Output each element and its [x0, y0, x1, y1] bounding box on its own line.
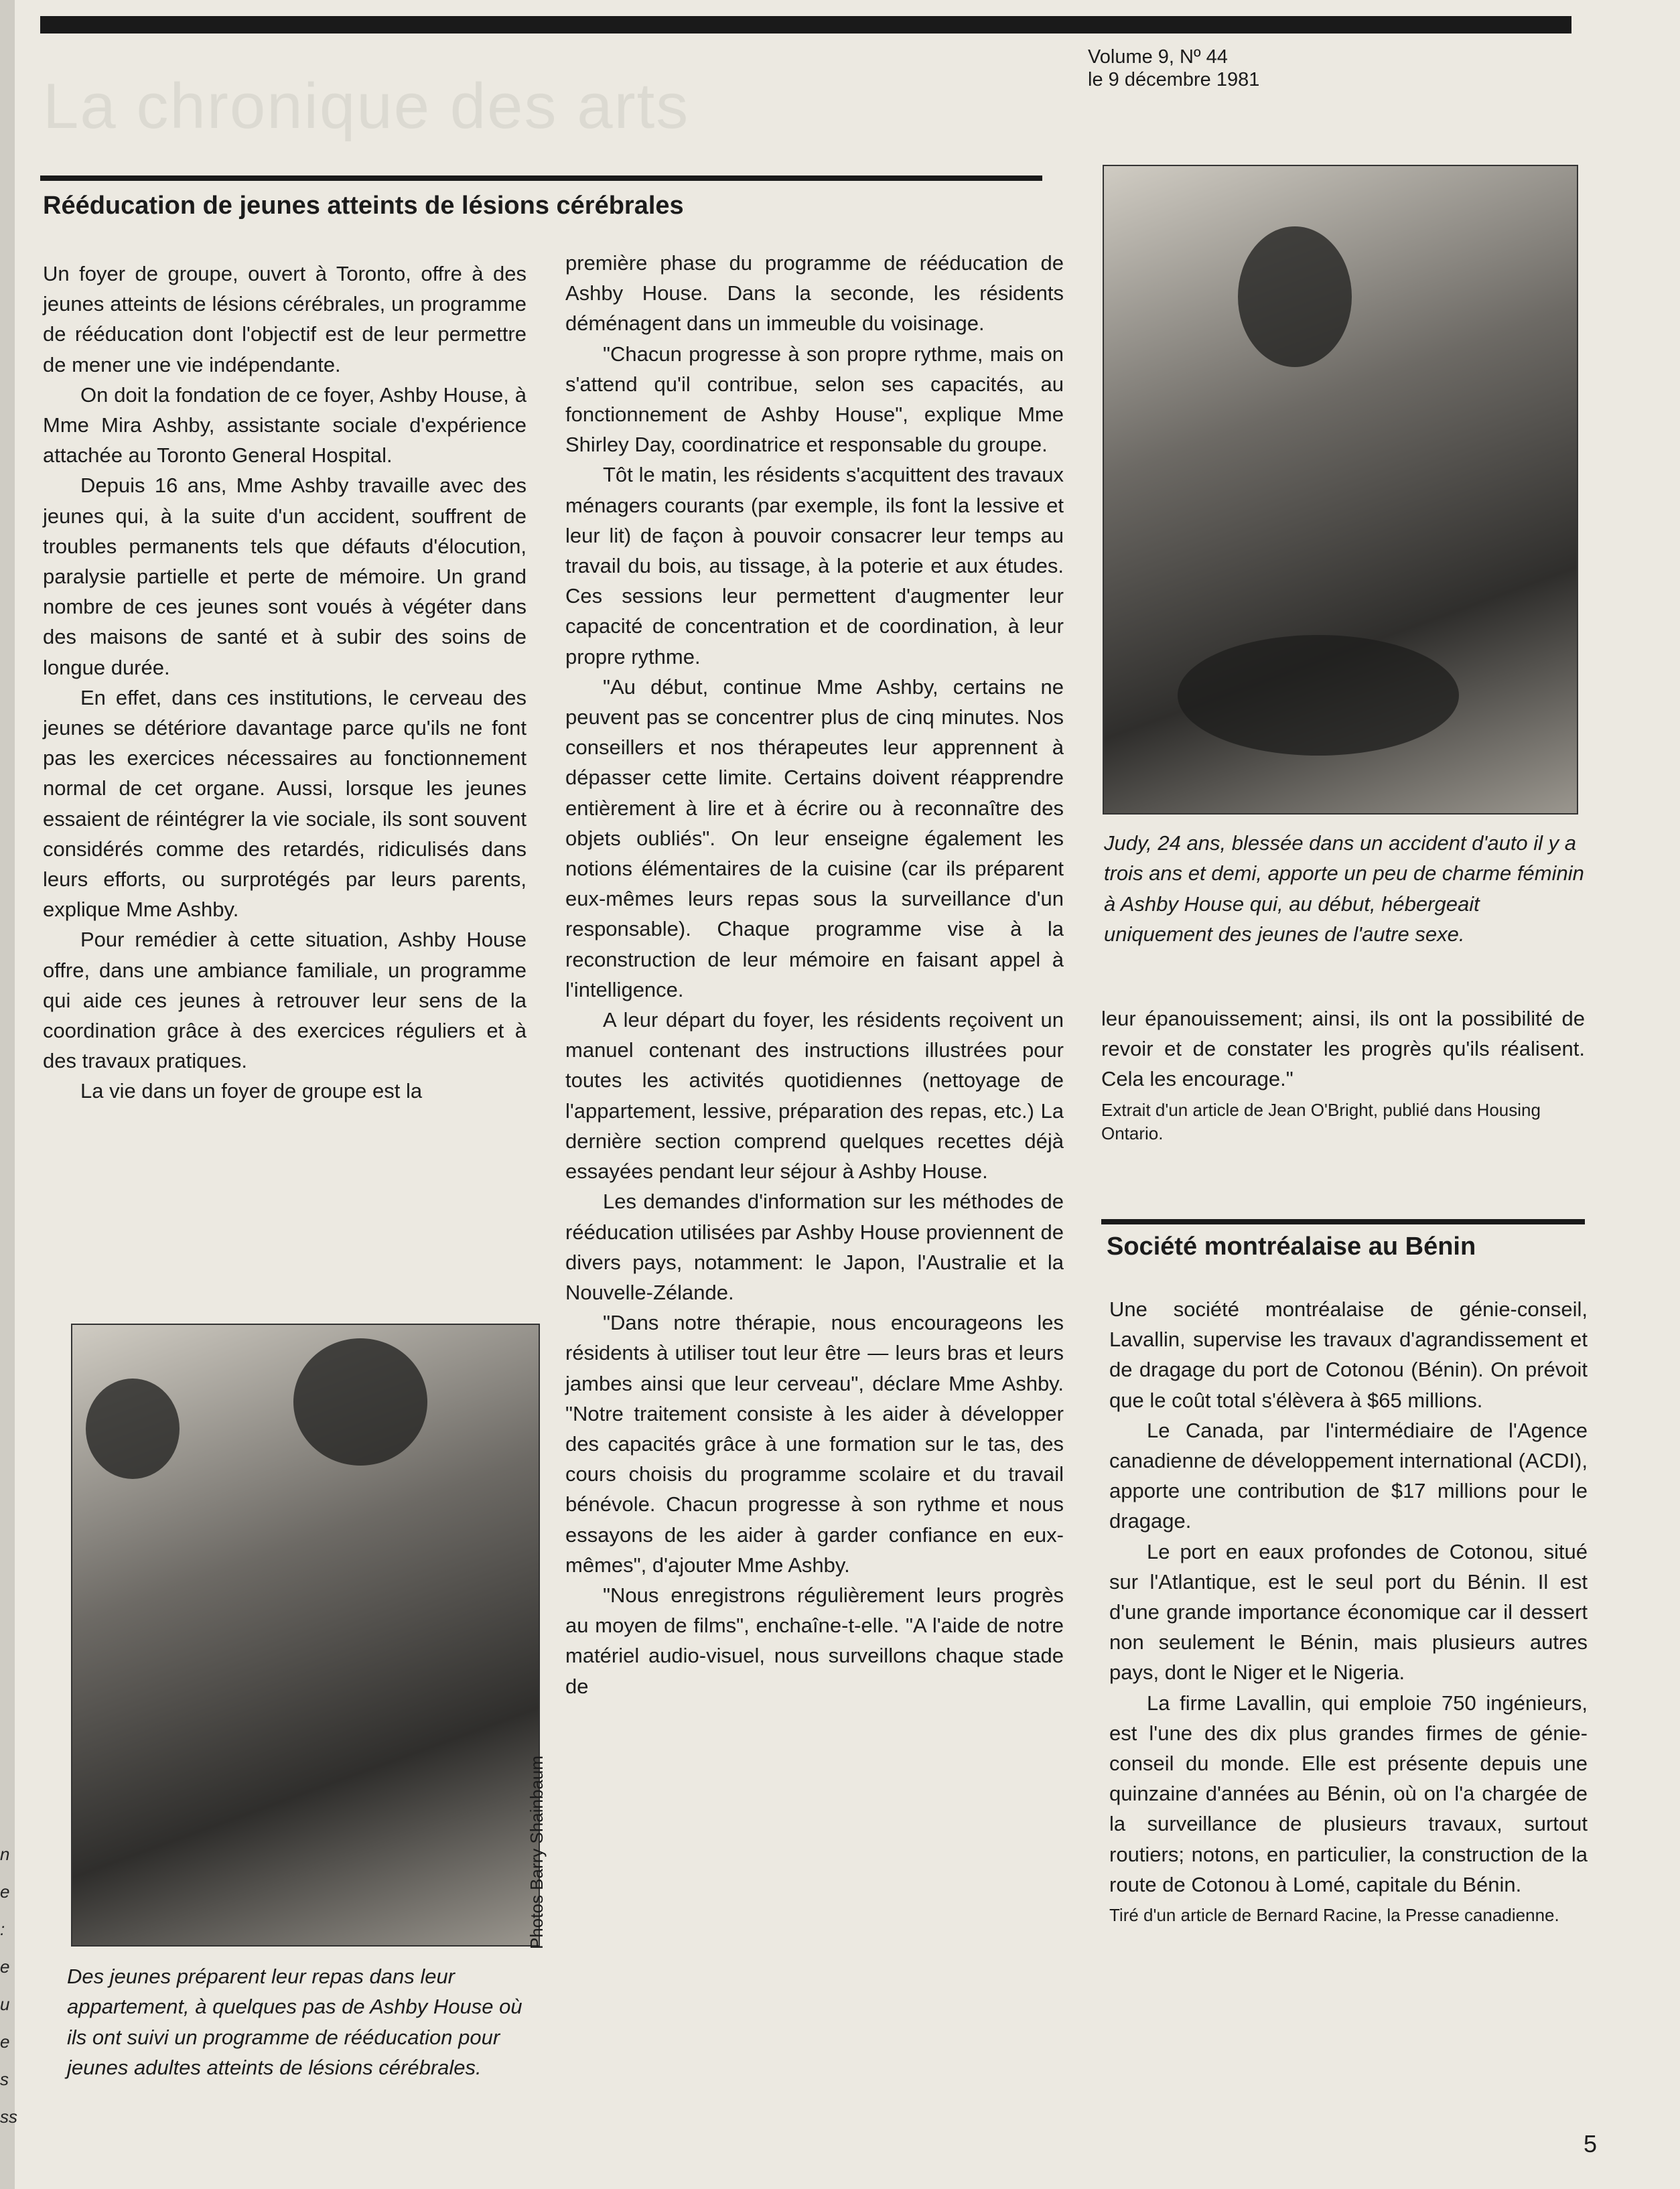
paragraph: Tôt le matin, les résidents s'acquittent des travaux ménagers courants (par exemple, ils font la lessive et leur lit) de façon à pouvoir consacrer leur temps au travail du bois, au tissage, à la poterie et aux études. Ces sessions leur permettent d'augmenter leur capacité de concentration et de coordination, à leur propre rythme. — [565, 463, 1064, 668]
paragraph: La vie dans un foyer de groupe est la — [80, 1079, 423, 1103]
article-headline: Rééducation de jeunes atteints de lésions cérébrales — [43, 192, 684, 220]
paragraph: Le port en eaux profondes de Cotonou, situé sur l'Atlantique, est le seul port du Bénin. Il est d'une grande importance économique car il dessert non seulement le Bénin, mais plusieurs autres pays, dont le Niger et le Nigeria. — [1109, 1539, 1588, 1685]
paragraph: Une société montréalaise de génie-conseil, Lavallin, supervise les travaux d'agrandissement et de dragage du port de Cotonou (Bénin). On prévoit que le coût total s'élèvera à $65 millions. — [1109, 1297, 1588, 1412]
article-column-2 — [565, 248, 1064, 1701]
top-rule — [40, 16, 1571, 33]
paragraph: La firme Lavallin, qui emploie 750 ingénieurs, est l'une des dix plus grandes firmes de génie-conseil du monde. Elle est présente depuis une quinzaine d'années au Bénin, où on l'a chargée de la surveillance de plusieurs travaux, surtout routiers; notons, en particulier, la construction de la route de Cotonou à Lomé, capitale du Bénin. — [1109, 1691, 1588, 1896]
paragraph: Le Canada, par l'intermédiaire de l'Agence canadienne de développement international (ACDI), apporte une contribution de $17 millions pour le dragage. — [1109, 1418, 1588, 1533]
article-column-1 — [43, 259, 527, 1107]
sidebar-headline: Société montréalaise au Bénin — [1107, 1232, 1476, 1261]
paragraph: A leur départ du foyer, les résidents reçoivent un manuel contenant des instructions illustrées pour toutes les activités quotidiennes (nettoyage de l'appartement, lessive, préparation des repas, etc.) La dernière section comprend quelques recettes déjà essayées pendant leur séjour à Ashby House. — [565, 1008, 1064, 1184]
article-column-3 — [1101, 1003, 1585, 1145]
paragraph: "Chacun progresse à son propre rythme, mais on s'attend qu'il contribue, selon ses capacités, au fonctionnement de Ashby House", explique Mme Shirley Day, coordinatrice et responsable du groupe. — [565, 342, 1064, 457]
paragraph: "Nous enregistrons régulièrement leurs progrès au moyen de films", enchaîne-t-elle. "A l'aide de notre matériel audio-visuel, nous surveillons chaque stade de — [565, 1583, 1064, 1698]
paragraph: "Dans notre thérapie, nous encourageons les résidents à utiliser tout leur être — leurs bras et leurs jambes ainsi que leur cerveau", déclare Mme Ashby. "Notre traitement consiste à les aider à développer des capacités grâce à une formation sur le tas, des cours choisis du programme scolaire et du travail bénévole. Chacun progresse à son rythme et nous essayons de les aider à garder confiance en eux-mêmes", d'ajouter Mme Ashby. — [565, 1311, 1064, 1577]
photo-shape — [293, 1338, 427, 1466]
photo-shape — [86, 1379, 180, 1479]
paragraph: Les demandes d'information sur les méthodes de rééducation utilisées par Ashby House proviennent de divers pays, notamment: le Japon, l'Australie et la Nouvelle-Zélande. — [565, 1190, 1064, 1304]
left-page-fragment: n e : e u e s ss — [0, 1844, 17, 2127]
sidebar-rule — [1101, 1219, 1585, 1224]
judy-photo — [1103, 165, 1578, 815]
photo-credit: Photos Barry Shainbaum — [527, 1755, 547, 1949]
page-number: 5 — [1584, 2130, 1598, 2158]
issue-info — [1088, 46, 1356, 91]
paragraph: leur épanouissement; ainsi, ils ont la possibilité de revoir et de constater les progrès qu'ils réalisent. Cela les encourage." — [1101, 1007, 1585, 1091]
paragraph: Pour remédier à cette situation, Ashby House offre, dans une ambiance familiale, un programme qui aide ces jeunes à retrouver leur sens de la coordination grâce à des exercices réguliers et à des travaux pratiques. — [43, 928, 527, 1073]
paragraph: En effet, dans ces institutions, le cerveau des jeunes se détériore davantage parce qu'ils ne font pas les exercices nécessaires au fonctionnement normal de cet organe. Aussi, lorsque les jeunes essaient de réintégrer la vie sociale, ils sont souvent considérés comme des retardés, ridiculisés dans leurs efforts, ou surprotégés par leurs parents, explique Mme Ashby. — [43, 685, 527, 922]
headline-rule — [40, 175, 1042, 181]
judy-photo-caption: Judy, 24 ans, blessée dans un accident d'auto il y a trois ans et demi, apporte un peu de charme féminin à Ashby House qui, au début, hébergeait uniquement des jeunes de l'autre sexe. — [1104, 831, 1584, 946]
sidebar-article — [1109, 1294, 1588, 1927]
paragraph: "Au début, continue Mme Ashby, certains ne peuvent pas se concentrer plus de cinq minutes. Nos conseillers et nos thérapeutes leur apprennent à dépasser cette limite. Certains doivent réapprendre entièrement à lire et à écrire ou à reconnaître des objets oubliés". On leur enseigne également les notions élémentaires de la cuisine (car ils préparent eux-mêmes leurs repas sous la surveillance d'un responsable). Chaque programme vise à la reconstruction de leur mémoire en faisant appel à l'intelligence. — [565, 675, 1064, 1001]
kitchen-photo — [71, 1324, 540, 1947]
article-credit: Extrait d'un article de Jean O'Bright, publié dans Housing Ontario. — [1101, 1099, 1541, 1143]
sidebar-credit: Tiré d'un article de Bernard Racine, la Presse canadienne. — [1109, 1905, 1559, 1926]
volume-number: Volume 9, Nº 44 — [1088, 46, 1228, 68]
kitchen-photo-caption: Des jeunes préparent leur repas dans leur appartement, à quelques pas de Ashby House où ils ont suivi un programme de rééducation pour jeunes adultes atteints de lésions cérébrales. — [67, 1965, 522, 2080]
bleed-through-title: La chronique des arts — [43, 70, 690, 142]
paragraph: Un foyer de groupe, ouvert à Toronto, offre à des jeunes atteints de lésions cérébrales, un programme de rééducation dont l'objectif est de leur permettre de mener une vie indépendante. — [43, 262, 527, 376]
photo-shape — [1178, 635, 1459, 756]
issue-date: le 9 décembre 1981 — [1088, 69, 1260, 90]
paragraph: On doit la fondation de ce foyer, Ashby House, à Mme Mira Ashby, assistante sociale d'expérience attachée au Toronto General Hospital. — [43, 382, 527, 468]
photo-shape — [1238, 226, 1352, 367]
paragraph: Depuis 16 ans, Mme Ashby travaille avec des jeunes qui, à la suite d'un accident, souffrent de troubles permanents tels que défauts d'élocution, paralysie partielle et perte de mémoire. Un grand nombre de ces jeunes sont voués à végéter dans des maisons de santé et à subir des soins de longue durée. — [43, 474, 527, 679]
paragraph: première phase du programme de rééducation de Ashby House. Dans la seconde, les résidents déménagent dans un immeuble du voisinage. — [565, 251, 1064, 336]
